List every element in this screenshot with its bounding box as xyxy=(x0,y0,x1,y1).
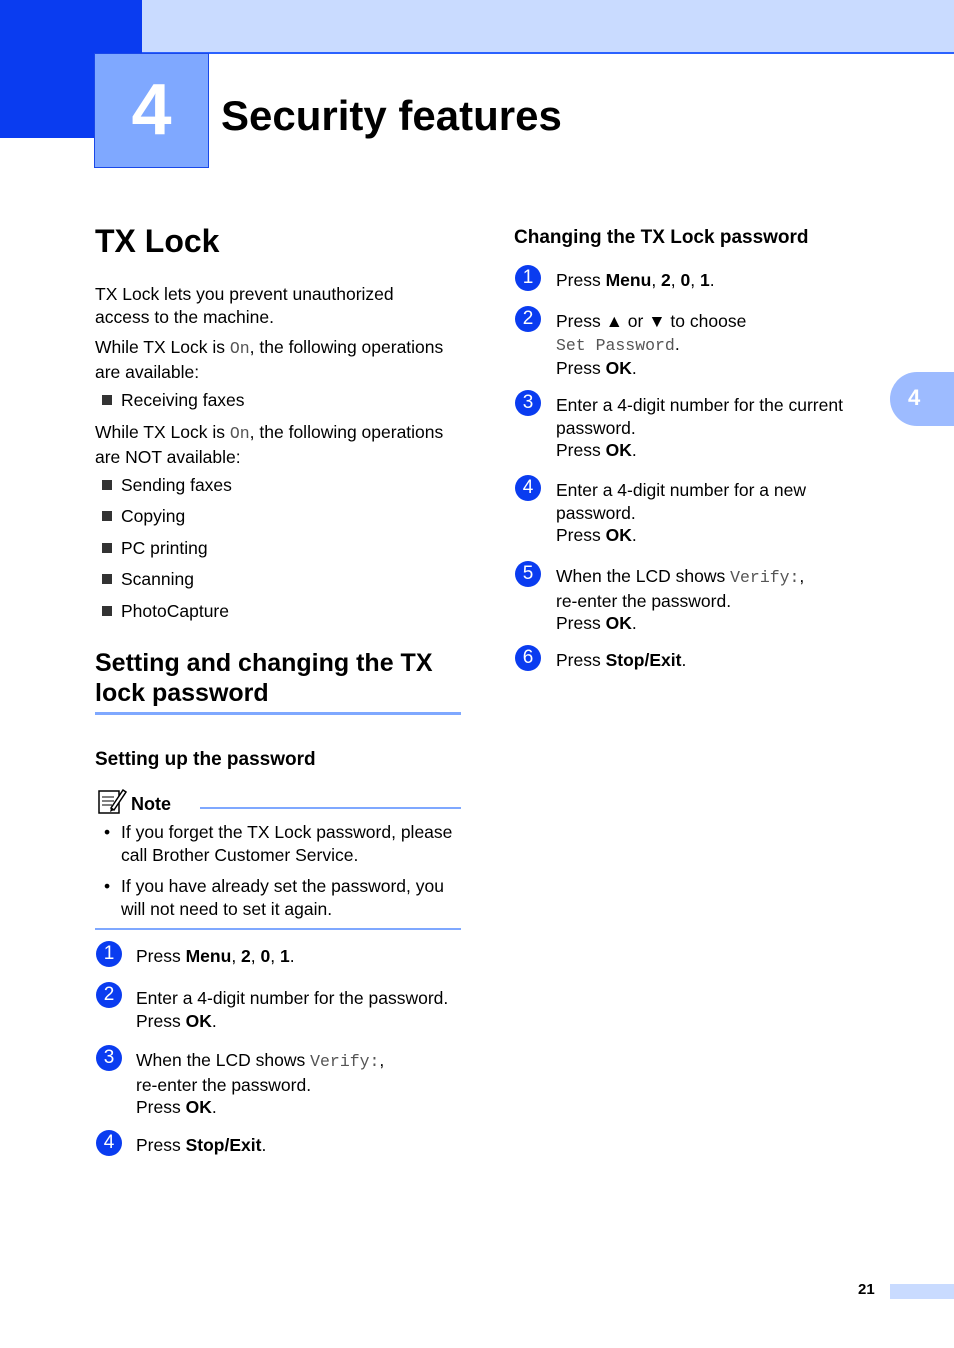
period: . xyxy=(211,1010,217,1031)
step-text xyxy=(136,1049,384,1119)
step-number-badge: 3 xyxy=(96,1045,122,1071)
step-number-badge: 4 xyxy=(515,475,541,501)
key-0: 0 xyxy=(680,270,691,290)
available-intro xyxy=(95,336,465,383)
press-text: Press xyxy=(556,525,606,545)
note-label: Note xyxy=(131,794,171,814)
step-line xyxy=(556,333,746,358)
press-text: Press xyxy=(556,440,606,460)
step-text xyxy=(136,945,295,968)
square-bullet-icon xyxy=(102,574,112,584)
step-text-part: Press xyxy=(556,270,606,290)
press-text: Press xyxy=(136,1097,186,1117)
step-number-badge: 4 xyxy=(96,1130,122,1156)
note-rule-top xyxy=(200,807,461,809)
step-text-part: Press xyxy=(136,946,186,966)
chapter-title: Security features xyxy=(221,92,562,139)
ok-key: OK xyxy=(605,525,632,545)
step-number-badge: 1 xyxy=(96,941,122,967)
step-line xyxy=(556,310,746,333)
list-item xyxy=(102,474,232,497)
square-bullet-icon xyxy=(102,606,112,616)
step-text-part: or xyxy=(622,311,649,331)
list-item xyxy=(102,537,208,560)
note-pencil-icon xyxy=(97,786,127,816)
list-item-label: Receiving faxes xyxy=(121,390,245,410)
section-rule xyxy=(95,712,461,715)
stop-exit-key: Stop/Exit xyxy=(185,1135,262,1155)
sep: , xyxy=(690,270,700,290)
step-line: Enter a 4-digit number for the password. xyxy=(136,988,449,1008)
step-line: re-enter the password. xyxy=(556,590,732,611)
sep: , xyxy=(670,270,681,290)
sep: , xyxy=(270,946,280,966)
square-bullet-icon xyxy=(102,543,112,553)
step-press-line xyxy=(556,612,804,635)
note-bullet xyxy=(104,875,464,920)
square-bullet-icon xyxy=(102,511,112,521)
step-number-badge: 1 xyxy=(515,265,541,291)
press-text: Press xyxy=(556,358,606,378)
page-number-bar xyxy=(890,1284,954,1299)
list-item-label: PhotoCapture xyxy=(121,601,229,621)
header-band xyxy=(142,0,954,52)
step-number-badge: 5 xyxy=(515,561,541,587)
period: . xyxy=(681,650,687,670)
list-item xyxy=(102,600,229,623)
list-item-label: Copying xyxy=(121,506,186,526)
sep: , xyxy=(250,946,261,966)
list-item xyxy=(102,389,245,412)
step-text xyxy=(136,1134,266,1157)
sep: , xyxy=(651,270,662,290)
step-text-part: Press xyxy=(136,1135,186,1155)
on-code: On xyxy=(229,424,250,443)
setting-subheading: Setting up the password xyxy=(95,749,316,770)
menu-key: Menu xyxy=(185,946,232,966)
step-text xyxy=(556,649,686,672)
tx-lock-intro: TX Lock lets you prevent unauthorized access to the machine. xyxy=(95,284,394,327)
step-press-line xyxy=(136,1010,448,1033)
list-item xyxy=(102,568,194,591)
step-line xyxy=(556,565,804,590)
step-line: Enter a 4-digit number for the current xyxy=(556,395,843,415)
up-arrow-icon: ▲ xyxy=(605,311,623,331)
header-rule xyxy=(142,52,954,54)
available-intro-text: While TX Lock is xyxy=(95,337,230,357)
available-intro-text-2: , the following operations are available: xyxy=(95,337,444,382)
step-line: password. xyxy=(556,417,636,438)
step-line: re-enter the password. xyxy=(136,1074,312,1095)
step-press-line xyxy=(136,1096,384,1119)
step-line: password. xyxy=(556,502,636,523)
step-press-line xyxy=(556,357,746,380)
step-number-badge: 3 xyxy=(515,390,541,416)
ok-key: OK xyxy=(185,1010,212,1031)
note-text: If you have already set the password, you will not need to set it again. xyxy=(121,876,444,919)
step-number-badge: 6 xyxy=(515,645,541,671)
ok-key: OK xyxy=(605,613,632,633)
page-number: 21 xyxy=(858,1281,875,1298)
step-text xyxy=(556,269,715,292)
on-code: On xyxy=(229,339,250,358)
lcd-code: Set Password xyxy=(556,335,675,355)
square-bullet-icon xyxy=(102,395,112,405)
step-text-part: Press xyxy=(556,650,606,670)
list-item-label: Scanning xyxy=(121,569,194,589)
key-2: 2 xyxy=(241,946,251,966)
period: . xyxy=(709,270,715,290)
ok-key: OK xyxy=(605,358,632,378)
stop-exit-key: Stop/Exit xyxy=(605,650,682,670)
down-arrow-icon: ▼ xyxy=(648,311,666,331)
setting-heading-line1: Setting and changing the TX xyxy=(95,649,433,677)
not-available-intro-text: While TX Lock is xyxy=(95,422,230,442)
key-0: 0 xyxy=(260,946,271,966)
step-text xyxy=(556,310,746,380)
step-text xyxy=(136,987,448,1032)
press-text: Press xyxy=(556,613,606,633)
note-text: If you forget the TX Lock password, please call Brother Customer Service. xyxy=(121,822,453,865)
chapter-side-tab: 4 xyxy=(890,372,954,426)
step-press-line xyxy=(556,524,806,547)
period: . xyxy=(631,440,637,460)
not-available-intro-text-2: , the following operations are NOT available: xyxy=(95,422,444,467)
period: . xyxy=(631,358,637,378)
period: . xyxy=(261,1135,267,1155)
square-bullet-icon xyxy=(102,480,112,490)
step-text-part: to choose xyxy=(665,311,747,331)
lcd-code: Verify: xyxy=(310,1052,380,1071)
step-text xyxy=(556,479,806,547)
step-line: Enter a 4-digit number for a new xyxy=(556,480,806,500)
changing-heading: Changing the TX Lock password xyxy=(514,227,809,248)
list-item-label: PC printing xyxy=(121,538,208,558)
step-text xyxy=(556,394,843,462)
note-rule-bottom xyxy=(95,928,461,930)
list-item-label: Sending faxes xyxy=(121,475,232,495)
step-text xyxy=(556,565,804,635)
period: . xyxy=(211,1097,217,1117)
step-line xyxy=(136,1049,384,1074)
comma: , xyxy=(379,1050,385,1070)
period: . xyxy=(674,333,680,354)
key-2: 2 xyxy=(661,270,671,290)
ok-key: OK xyxy=(605,440,632,460)
tx-lock-heading: TX Lock xyxy=(95,223,220,259)
step-text-part: When the LCD shows xyxy=(556,566,731,586)
chapter-number-box: 4 xyxy=(94,53,209,168)
step-number-badge: 2 xyxy=(96,982,122,1008)
press-text: Press xyxy=(136,1010,186,1031)
note-bullet xyxy=(104,821,464,866)
not-available-intro xyxy=(95,421,465,468)
ok-key: OK xyxy=(185,1097,212,1117)
step-press-line xyxy=(556,439,843,462)
list-item xyxy=(102,505,185,528)
comma: , xyxy=(799,566,805,586)
sep: , xyxy=(231,946,242,966)
key-1: 1 xyxy=(279,946,290,966)
menu-key: Menu xyxy=(605,270,652,290)
setting-section-heading xyxy=(95,648,465,708)
lcd-code: Verify: xyxy=(730,568,800,587)
period: . xyxy=(631,613,637,633)
key-1: 1 xyxy=(699,270,710,290)
setting-heading-line2: lock password xyxy=(95,679,269,707)
period: . xyxy=(289,946,295,966)
bullet-dot-icon: • xyxy=(104,876,111,896)
step-text-part: Press xyxy=(556,311,606,331)
period: . xyxy=(631,525,637,545)
step-number-badge: 2 xyxy=(515,306,541,332)
bullet-dot-icon: • xyxy=(104,822,111,842)
step-text-part: When the LCD shows xyxy=(136,1050,311,1070)
